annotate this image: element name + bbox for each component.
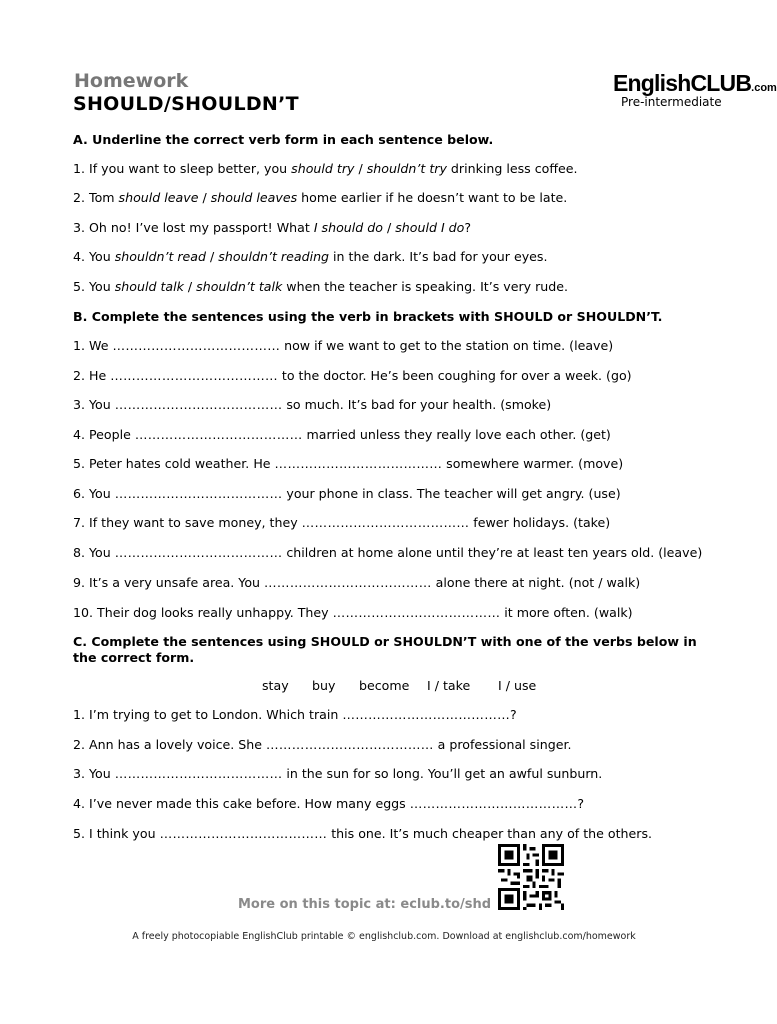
word-bank-item: become [359, 678, 410, 693]
section-b-item: 8. You ………………………………… children at home alone until they’re at least ten years old. (leave) [73, 545, 703, 560]
section-b-item: 3. You ………………………………… so much. It’s bad for your health. (smoke) [73, 397, 552, 412]
section-b-item: 1. We ………………………………… now if we want to get to the station on time. (leave) [73, 338, 614, 353]
section-b-item: 4. People ………………………………… married unless they really love each other. (get) [73, 427, 611, 442]
section-a-item: 3. Oh no! I’ve lost my passport! What I should do / should I do? [73, 220, 472, 235]
word-bank-item: stay [262, 678, 289, 693]
section-c-item: 2. Ann has a lovely voice. She ………………………………… a professional singer. [73, 737, 572, 752]
englishclub-logo [613, 70, 777, 97]
level-label: Pre-intermediate [621, 95, 722, 109]
section-b-item: 6. You ………………………………… your phone in class. The teacher will get angry. (use) [73, 486, 621, 501]
section-b-item: 10. Their dog looks really unhappy. They ………………………………… it more often. (walk) [73, 605, 633, 620]
more-link[interactable]: More on this topic at: eclub.to/shd [238, 897, 492, 912]
qr-code-icon [498, 844, 564, 910]
section-a-item: 1. If you want to sleep better, you should try / shouldn’t try drinking less coffee. [73, 161, 578, 176]
homework-label: Homework [74, 70, 189, 92]
section-a-item: 4. You shouldn’t read / shouldn’t reading in the dark. It’s bad for your eyes. [73, 249, 548, 264]
section-b-item: 2. He ………………………………… to the doctor. He’s been coughing for over a week. (go) [73, 368, 632, 383]
section-a-item: 5. You should talk / shouldn’t talk when the teacher is speaking. It’s very rude. [73, 279, 569, 294]
section-b-item: 5. Peter hates cold weather. He ………………………………… somewhere warmer. (move) [73, 456, 624, 471]
section-c-item: 1. I’m trying to get to London. Which train …………………………………? [73, 707, 517, 722]
section-c-heading: C. Complete the sentences using SHOULD or SHOULDN’T with one of the verbs below in the correct form. [73, 634, 697, 665]
section-c-item: 3. You ………………………………… in the sun for so long. You’ll get an awful sunburn. [73, 766, 603, 781]
section-c-item: 5. I think you ………………………………… this one. It’s much cheaper than any of the others. [73, 826, 653, 841]
word-bank-item: I / take [427, 678, 471, 693]
word-bank-item: buy [312, 678, 336, 693]
logo-main: EnglishCLUB [613, 70, 752, 96]
page-title: SHOULD/SHOULDN’T [73, 93, 299, 115]
section-c-item: 4. I’ve never made this cake before. How many eggs …………………………………? [73, 796, 585, 811]
section-b-item: 9. It’s a very unsafe area. You ………………………………… alone there at night. (not / walk) [73, 575, 641, 590]
copyright-footer: A freely photocopiable EnglishClub printable © englishclub.com. Download at englishclub.com/homework [132, 931, 636, 942]
section-b-item: 7. If they want to save money, they ………………………………… fewer holidays. (take) [73, 515, 611, 530]
logo-suffix: .com [751, 82, 777, 94]
section-b-heading: B. Complete the sentences using the verb in brackets with SHOULD or SHOULDN’T. [73, 309, 663, 324]
word-bank-item: I / use [498, 678, 537, 693]
section-a-heading: A. Underline the correct verb form in each sentence below. [73, 132, 494, 147]
section-a-item: 2. Tom should leave / should leaves home earlier if he doesn’t want to be late. [73, 190, 568, 205]
